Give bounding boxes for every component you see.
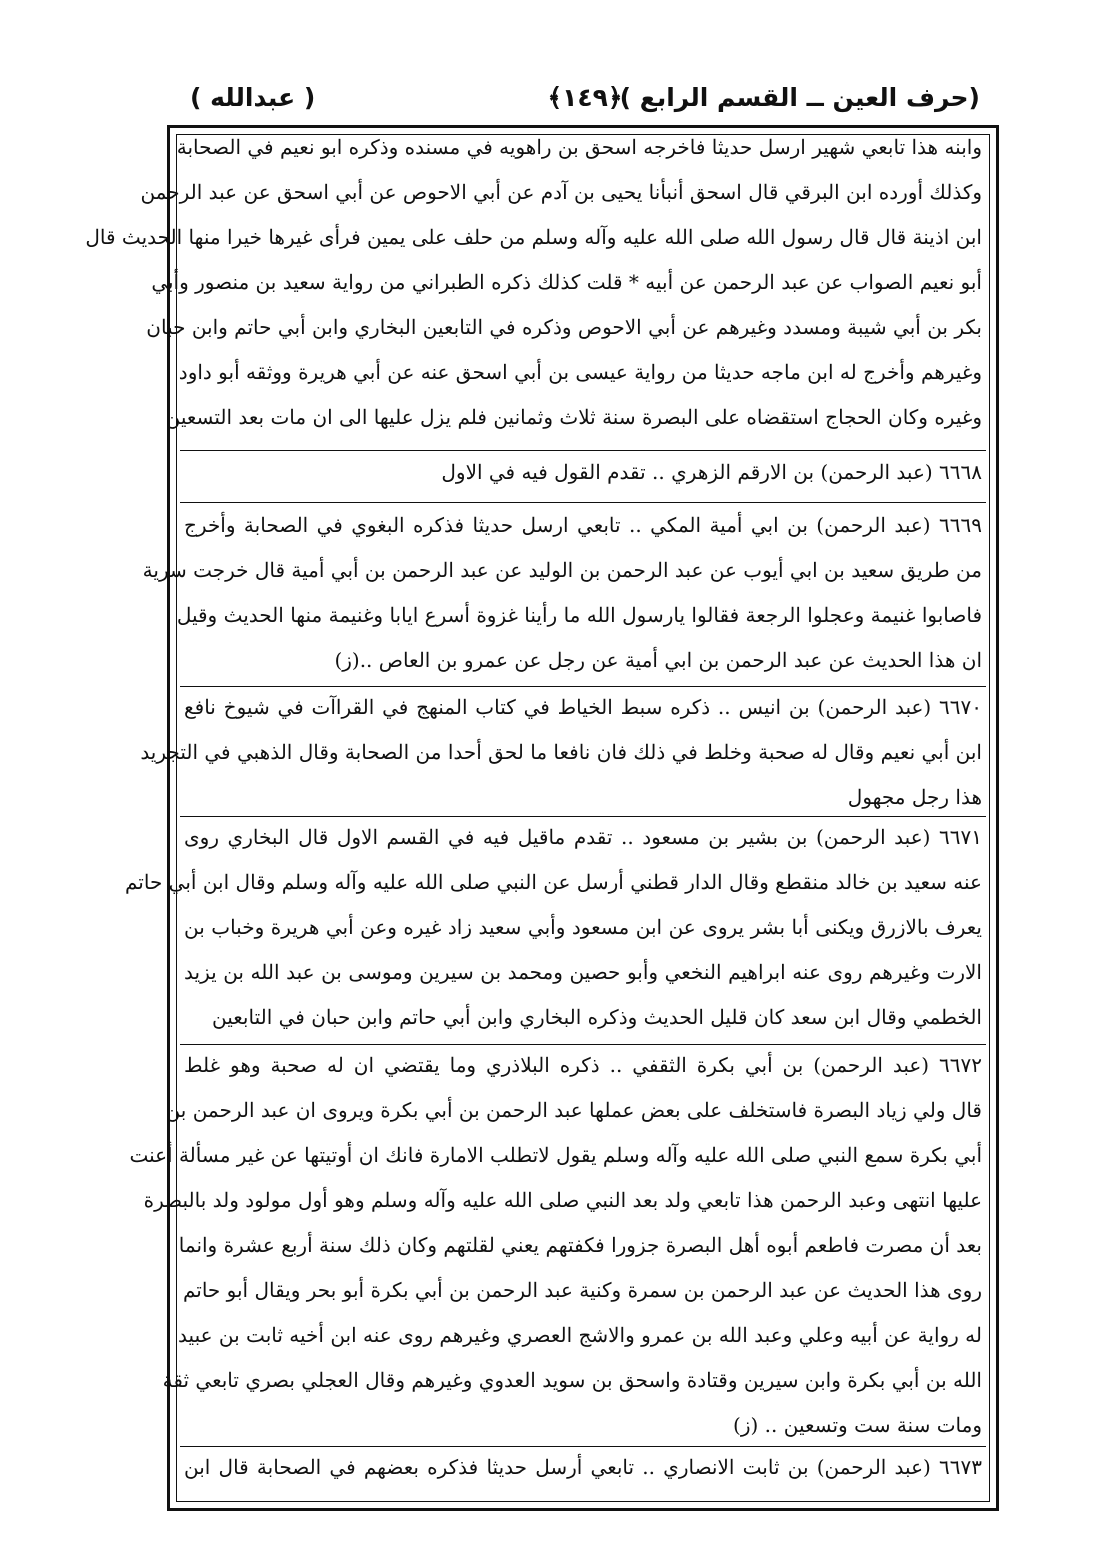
text-line: بكر بن أبي شيبة ومسدد وغيرهم عن أبي الاحوص وذكره في التابعين البخاري وابن أبي حاتم وابن حبان (146, 315, 982, 339)
entry-6671: ٦٦٧١ (عبد الرحمن) بن بشير بن مسعود .. تقدم ماقيل فيه في القسم الاول قال البخاري روى (184, 825, 982, 849)
text-line: عنه سعيد بن خالد منقطع وقال الدار قطني أرسل عن النبي صلى الله عليه وآله وسلم وقال ابن أبي حاتم (124, 870, 982, 894)
entry-divider (180, 502, 986, 503)
section-title: (حرف العين ــ القسم الرابع ) (619, 83, 980, 112)
text-line: هذا رجل مجهول (847, 785, 982, 809)
text-line: الخطمي وقال ابن سعد كان قليل الحديث وذكره البخاري وابن أبي حاتم وابن حبان في التابعين (212, 1005, 982, 1029)
text-line: وابنه هذا تابعي شهير ارسل حديثا فاخرجه اسحق بن راهويه في مسنده وذكره ابو نعيم في الصحابة (176, 135, 982, 159)
running-head: ( عبدالله ) (190, 83, 316, 112)
text-line: ومات سنة ست وتسعين .. (ز) (733, 1413, 982, 1437)
entry-6670: ٦٦٧٠ (عبد الرحمن) بن انيس .. ذكره سبط الخياط في كتاب المنهج في القراآت في شيوخ نافع (184, 695, 982, 719)
page-header (190, 78, 980, 122)
text-line: عليها انتهى وعبد الرحمن هذا تابعي ولد بعد النبي صلى الله عليه وآله وسلم وهو أول مولود ولد بالبصرة (143, 1188, 982, 1212)
text-line: وغيره وكان الحجاج استقضاه على البصرة سنة ثلاث وثمانين فلم يزل عليها الى ان مات بعد التسعين (165, 405, 982, 429)
entry-divider (180, 450, 986, 451)
entry-divider (180, 686, 986, 687)
entry-divider (180, 1044, 986, 1045)
entry-6668: ٦٦٦٨ (عبد الرحمن) بن الارقم الزهري .. تقدم القول فيه في الاول (441, 460, 982, 484)
text-line: وكذلك أورده ابن البرقي قال اسحق أنبأنا يحيى بن آدم عن أبي الاحوص عن أبي اسحق عن عبد الرحمن (140, 180, 982, 204)
text-line: روى هذا الحديث عن عبد الرحمن بن سمرة وكنية عبد الرحمن بن أبي بكرة أبو بحر ويقال أبو حاتم (182, 1278, 982, 1302)
entry-6672: ٦٦٧٢ (عبد الرحمن) بن أبي بكرة الثقفي .. ذكره البلاذري وما يقتضي ان له صحبة وهو غلط (184, 1053, 982, 1077)
text-line: بعد أن مصرت فاطعم أبوه أهل البصرة جزورا فكفتهم يعني لقلتهم وكان ذلك سنة أربع عشرة وانما (178, 1233, 982, 1257)
page-body (85, 128, 988, 1503)
text-line: الله بن أبي بكرة وابن سيرين وقتادة واسحق بن سويد العدوي وغيرهم وقال العجلي بصري تابعي ثقة (162, 1368, 982, 1392)
entry-6673: ٦٦٧٣ (عبد الرحمن) بن ثابت الانصاري .. تابعي أرسل حديثا فذكره بعضهم في الصحابة قال ابن (184, 1455, 982, 1479)
page-number: ﴿١٤٩﴾ (547, 83, 623, 112)
entry-divider (180, 816, 986, 817)
text-line: وغيرهم وأخرج له ابن ماجه حديثا من رواية عيسى بن أبي اسحق عنه عن أبي هريرة ووثقه أبو داود (178, 360, 982, 384)
text-line: الارت وغيرهم روى عنه ابراهيم النخعي وأبو حصين ومحمد بن سيرين وموسى بن عبد الله بن يزيد (184, 960, 982, 984)
text-line: من طريق سعيد بن ابي أيوب عن عبد الرحمن بن الوليد عن عبد الرحمن بن أبي أمية قال خرجت سرية (142, 558, 982, 582)
text-line: له رواية عن أبيه وعلي وعبد الله بن عمرو والاشج العصري وغيرهم روى عنه ابن أخيه ثابت بن عبيد (178, 1323, 982, 1347)
text-line: ابن أبي نعيم وقال له صحبة وخلط في ذلك فان نافعا ما لحق أحدا من الصحابة وقال الذهبي في التجريد (140, 740, 982, 764)
text-line: فاصابوا غنيمة وعجلوا الرجعة فقالوا يارسول الله ما رأينا غزوة أسرع ايابا وغنيمة منها الحديث وقيل (176, 603, 982, 627)
entry-6669: ٦٦٦٩ (عبد الرحمن) بن ابي أمية المكي .. تابعي ارسل حديثا فذكره البغوي في الصحابة وأخرج (184, 513, 982, 537)
text-line: يعرف بالازرق ويكنى أبا بشر يروى عن ابن مسعود وأبي سعيد زاد غيره وعن أبي هريرة وخباب بن (184, 915, 982, 939)
text-line: أبو نعيم الصواب عن عبد الرحمن عن أبيه * قلت كذلك ذكره الطبراني من رواية سعيد بن منصور وأبي (151, 270, 982, 294)
text-line: ان هذا الحديث عن عبد الرحمن بن ابي أمية عن رجل عن عمرو بن العاص ..(ز) (334, 648, 982, 672)
text-line: ابن اذينة قال قال رسول الله صلى الله عليه وآله وسلم من حلف على يمين فرأى غيرها خيرا منها الحديث قال (85, 225, 982, 249)
text-line: أبي بكرة سمع النبي صلى الله عليه وآله وسلم يقول لاتطلب الامارة فانك ان أوتيتها عن غير مسألة أعنت (129, 1143, 982, 1167)
entry-divider (180, 1446, 986, 1447)
text-line: قال ولي زياد البصرة فاستخلف على بعض عملها عبد الرحمن بن أبي بكرة ويروى ان عبد الرحمن بن (165, 1098, 982, 1122)
